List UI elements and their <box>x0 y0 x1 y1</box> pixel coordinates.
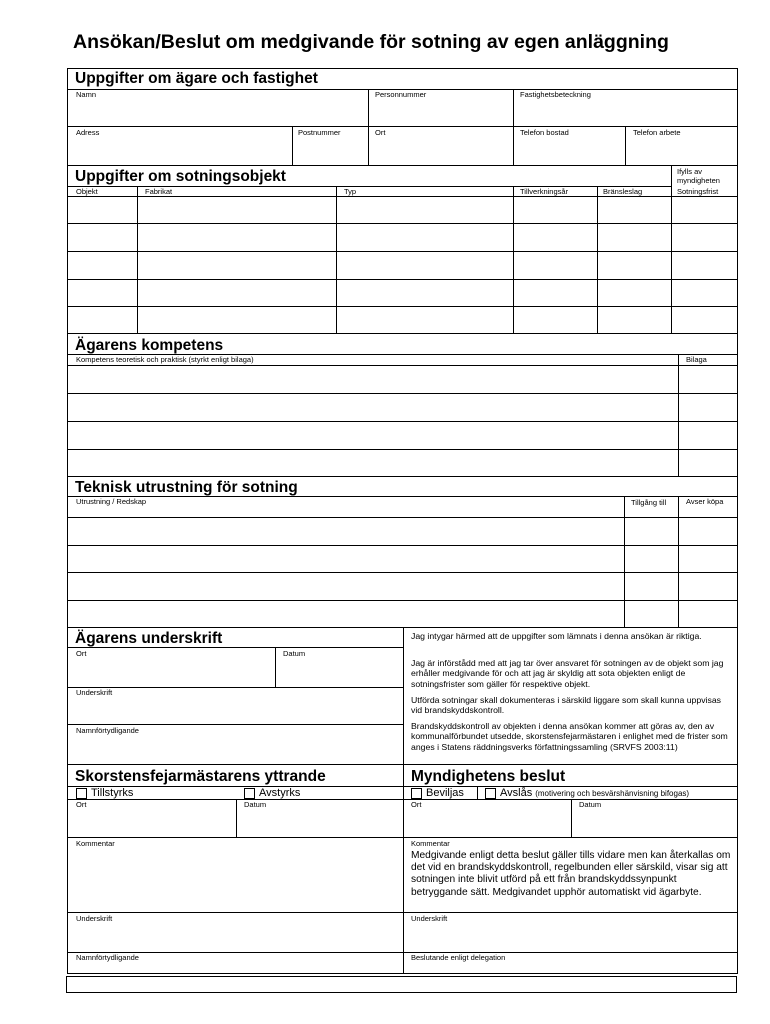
address-label: Adress <box>76 128 100 137</box>
phone-home-label: Telefon bostad <box>520 128 569 137</box>
deny-option[interactable] <box>485 788 689 799</box>
footer-box <box>66 976 737 993</box>
statement-4: Brandskyddskontroll av objekten i denna ansökan kommer att göras av, den av kommunalförbundet utsedde, skorstensfejarmästaren i enlighet med de frister som anges i Statens räddningsverks författningssamling (SRVFS 2003:11) <box>411 721 728 752</box>
authority-ort-field[interactable] <box>404 810 570 836</box>
sweeper-signature-field[interactable] <box>68 924 402 951</box>
fastighet-label: Fastighetsbeteckning <box>520 90 591 99</box>
delegation-label: Beslutande enligt delegation <box>411 953 506 962</box>
authority-ort-label: Ort <box>411 800 422 809</box>
sweeper-name-label: Namnförtydligande <box>76 953 139 962</box>
authority-heading: Myndighetens beslut <box>411 768 566 785</box>
available-label: Tillgång till <box>631 498 667 507</box>
authority-comment-text: Medgivande enligt detta beslut gäller tills vidare men kan återkallas om det vid en brandskyddskontroll, regelbunden eller särskild, visar sig att sotningen inte blivit utförd på ett från brandskyddssynpunkt betryggande sätt. Medgivandet upphör automatiskt vid ägarbyte. <box>411 850 731 898</box>
competence-row[interactable] <box>68 422 737 448</box>
authority-note: Ifylls av myndigheten <box>677 167 720 185</box>
col-fabrikat-label: Fabrikat <box>145 187 173 196</box>
support-label: Tillstyrks <box>91 787 134 799</box>
tool-label: Utrustning / Redskap <box>76 497 147 506</box>
sweeper-heading: Skorstensfejarmästarens yttrande <box>75 768 326 785</box>
col-typ-label: Typ <box>344 187 357 196</box>
name-field[interactable] <box>68 100 367 125</box>
competence-row[interactable] <box>68 450 737 475</box>
equipment-row[interactable] <box>68 573 737 599</box>
col-fuel-label: Bränsleslag <box>603 187 643 196</box>
ort-label: Ort <box>375 128 386 137</box>
sign-datum-field[interactable] <box>276 659 402 686</box>
competence-heading: Ägarens kompetens <box>75 337 224 354</box>
reject-label: Avstyrks <box>259 787 301 799</box>
col-year-label: Tillverkningsår <box>520 187 569 196</box>
object-row[interactable] <box>68 307 737 332</box>
phone-work-field[interactable] <box>626 138 737 164</box>
col-objekt-label: Objekt <box>76 187 98 196</box>
sweeper-datum-label: Datum <box>244 800 267 809</box>
authority-signature-field[interactable] <box>404 924 737 951</box>
objects-heading: Uppgifter om sotningsobjekt <box>75 168 286 185</box>
deny-checkbox[interactable] <box>485 788 496 799</box>
sweeper-ort-field[interactable] <box>68 810 235 836</box>
personnummer-field[interactable] <box>369 100 512 125</box>
sign-signature-label: Underskrift <box>76 688 113 697</box>
object-row[interactable] <box>68 224 737 250</box>
delegation-field[interactable] <box>404 963 737 973</box>
owner-signature-field[interactable] <box>68 698 402 723</box>
equipment-row[interactable] <box>68 546 737 571</box>
postnummer-field[interactable] <box>293 138 367 164</box>
authority-datum-label: Datum <box>579 800 602 809</box>
statement-2: Jag är införstådd med att jag tar över ansvaret för sotningen av de objekt som jag erhåller medgivande för och att jag är skyldig att sota objekten enligt de sotningsfrister som gäller för respektive objekt. <box>411 658 724 689</box>
col-deadline-label: Sotningsfrist <box>677 187 719 196</box>
owner-heading: Uppgifter om ägare och fastighet <box>75 70 318 87</box>
deny-note: (motivering och besvärshänvisning bifogas) <box>535 788 690 798</box>
owner-name-field[interactable] <box>68 736 402 763</box>
sweeper-ort-label: Ort <box>76 800 87 809</box>
grant-option[interactable] <box>411 788 464 799</box>
competence-attachment-label: Bilaga <box>686 355 707 364</box>
equipment-heading: Teknisk utrustning för sotning <box>75 479 298 496</box>
sign-datum-label: Datum <box>283 649 306 658</box>
sign-ort-field[interactable] <box>68 659 274 686</box>
deny-label: Avslås <box>500 787 533 799</box>
page-title: Ansökan/Beslut om medgivande för sotning av egen anläggning <box>73 31 669 53</box>
object-row[interactable] <box>68 252 737 278</box>
sweeper-comment-field[interactable] <box>68 849 402 911</box>
equipment-row[interactable] <box>68 518 737 544</box>
postnummer-label: Postnummer <box>298 128 341 137</box>
sign-name-label: Namnförtydligande <box>76 726 139 735</box>
personnummer-label: Personnummer <box>375 90 427 99</box>
grant-checkbox[interactable] <box>411 788 422 799</box>
sign-ort-label: Ort <box>76 649 87 658</box>
grant-label: Beviljas <box>426 787 464 799</box>
sweeper-signature-label: Underskrift <box>76 914 113 923</box>
purchase-label: Avser köpa <box>686 497 724 506</box>
authority-datum-field[interactable] <box>572 810 737 836</box>
reject-option[interactable] <box>244 788 300 799</box>
object-row[interactable] <box>68 280 737 305</box>
competence-row[interactable] <box>68 366 737 392</box>
phone-work-label: Telefon arbete <box>633 128 681 137</box>
support-option[interactable] <box>76 788 133 799</box>
authority-signature-label: Underskrift <box>411 914 448 923</box>
support-checkbox[interactable] <box>76 788 87 799</box>
authority-comment-label: Kommentar <box>411 839 450 848</box>
sweeper-datum-field[interactable] <box>237 810 402 836</box>
name-label: Namn <box>76 90 97 99</box>
object-row[interactable] <box>68 197 737 222</box>
statement-3: Utförda sotningar skall dokumenteras i särskild liggare som skall kunna uppvisas vid brandskyddskontroll. <box>411 695 722 716</box>
sweeper-comment-label: Kommentar <box>76 839 115 848</box>
statement-1: Jag intygar härmed att de uppgifter som lämnats i denna ansökan är riktiga. <box>411 631 702 641</box>
competence-desc-label: Kompetens teoretisk och praktisk (styrkt enligt bilaga) <box>76 355 254 364</box>
ort-field[interactable] <box>369 138 512 164</box>
equipment-row[interactable] <box>68 601 737 626</box>
sweeper-name-field[interactable] <box>68 963 402 973</box>
phone-home-field[interactable] <box>514 138 624 164</box>
signature-heading: Ägarens underskrift <box>75 630 223 647</box>
competence-row[interactable] <box>68 394 737 420</box>
address-field[interactable] <box>68 138 291 164</box>
fastighet-field[interactable] <box>514 100 737 125</box>
reject-checkbox[interactable] <box>244 788 255 799</box>
